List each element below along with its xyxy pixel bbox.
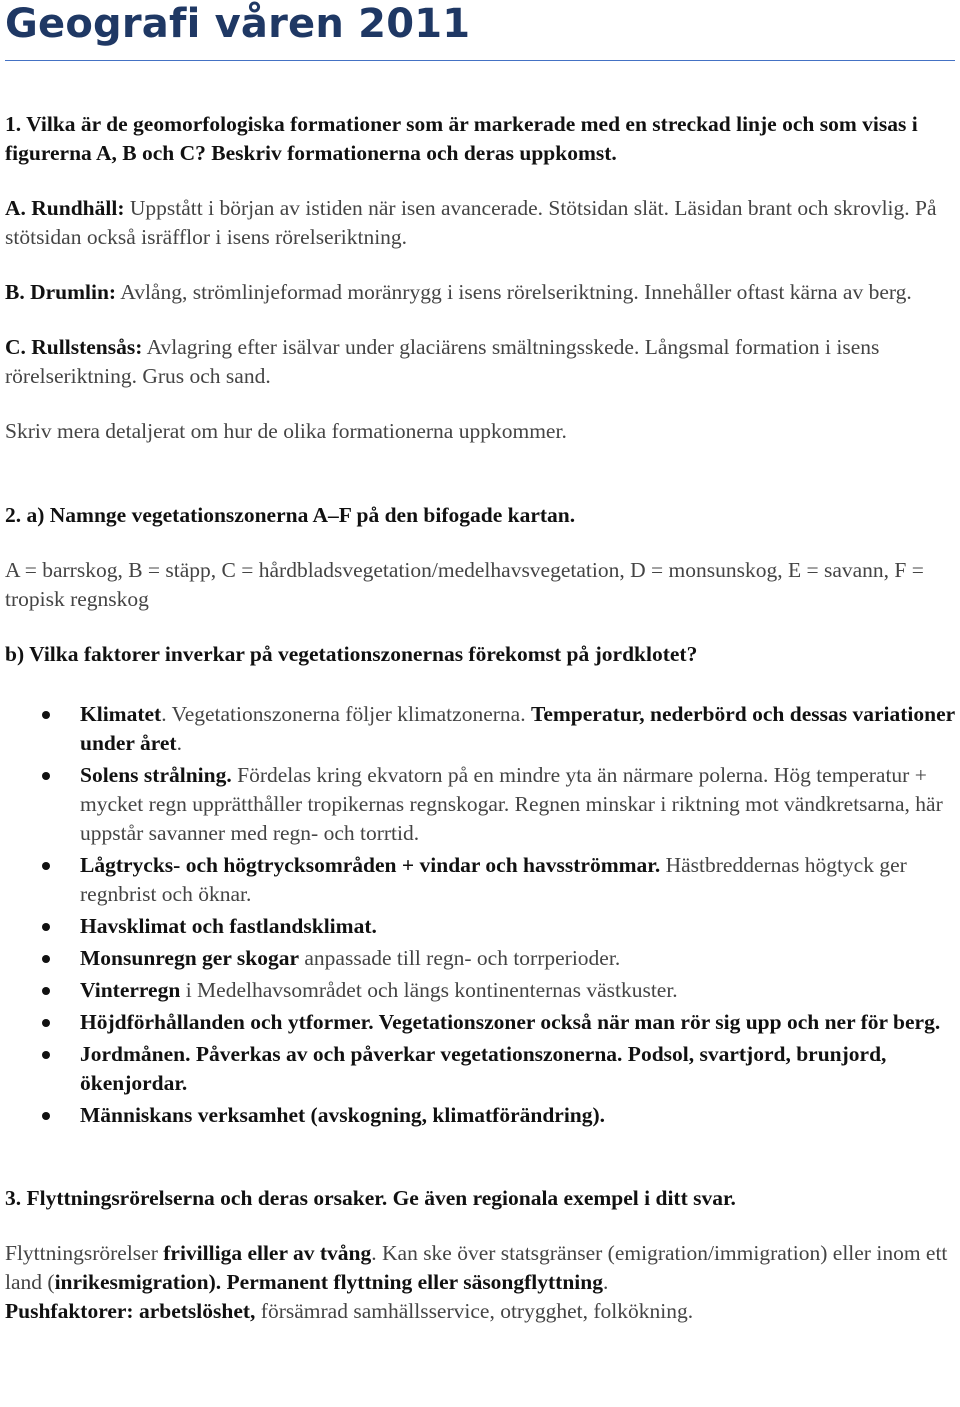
text-a: Uppstått i början av istiden när isen avancerade. Stötsidan slät. Läsidan brant och skrovlig. På stötsidan också isräfflor i isens rörelseriktning. [5, 196, 937, 249]
document-page [5, 0, 955, 1326]
factor-bold: Havsklimat och fastlandsklimat. [80, 914, 377, 938]
factor-bold: Lågtrycks- och högtrycksområden + vindar och havsströmmar. [80, 853, 661, 877]
bold-text: inrikesmigration). Permanent flyttning eller säsongflyttning [54, 1270, 603, 1294]
question-2a-heading: 2. a) Namnge vegetationszonerna A–F på den bifogade kartan. [5, 503, 576, 527]
term-b: B. Drumlin: [5, 280, 117, 304]
factor-bold: Människans verksamhet (avskogning, klimatförändring). [80, 1103, 606, 1127]
text-c: Avlagring efter isälvar under glaciärens smältningsskede. Långsmal formation i isens rörelseriktning. Grus och sand. [5, 335, 880, 388]
list-item [5, 944, 955, 973]
bold-text: Pushfaktorer: arbetslöshet, [5, 1299, 256, 1323]
bullet-icon [42, 1019, 50, 1027]
text: . Kan ske över statsgränser (emigration/immigration) eller inom ett land ( [5, 1241, 948, 1294]
factor-text: . Vegetationszonerna följer klimatzonerna. [161, 702, 531, 726]
factor-text: anpassade till regn- och torrperioder. [299, 946, 621, 970]
bullet-icon [42, 987, 50, 995]
factor-bold: Höjdförhållanden och ytformer. Vegetationszoner också när man rör sig upp och ner för berg. [80, 1010, 941, 1034]
answer-b-drumlin [5, 278, 955, 307]
question-2b-heading: b) Vilka faktorer inverkar på vegetationszonernas förekomst på jordklotet? [5, 642, 698, 666]
factor-bold: Klimatet [80, 702, 162, 726]
list-item [5, 1040, 955, 1098]
list-item [5, 851, 955, 909]
question-1-heading: 1. Vilka är de geomorfologiska formationer som är markerade med en streckad linje och som visas i figurerna A, B och C? Beskriv formationerna och deras uppkomst. [5, 112, 918, 165]
term-c: C. Rullstensås: [5, 335, 143, 359]
answer-2a: A = barrskog, B = stäpp, C = hårdbladsvegetation/medelhavsvegetation, D = monsunskog, E = savann, F = tropisk regnskog [5, 558, 924, 611]
list-item [5, 1101, 955, 1130]
page-title: Geografi våren 2011 [5, 1, 471, 47]
factor-text: i Medelhavsområdet och längs kontinenternas västkuster. [180, 978, 678, 1002]
question-3-heading: 3. Flyttningsrörelserna och deras orsaker. Ge även regionala exempel i ditt svar. [5, 1186, 736, 1210]
bullet-icon [42, 711, 50, 719]
factor-text: Fördelas kring ekvatorn på en mindre yta än närmare polerna. Hög temperatur + mycket regn upprätthåller tropikernas regnskogar. Regnen minskar i riktning mot vändkretsarna, här uppstår savanner med regn- och torrtid. [80, 763, 943, 845]
q1-note: Skriv mera detaljerat om hur de olika formationerna uppkommer. [5, 419, 567, 443]
factor-list [5, 700, 955, 1130]
text: försämrad samhällsservice, otrygghet, folkökning. [255, 1299, 694, 1323]
list-item [5, 1008, 955, 1037]
text: Flyttningsrörelser [5, 1241, 164, 1265]
answer-3-paragraph-1 [5, 1239, 955, 1297]
bold-text: frivilliga eller av tvång [163, 1241, 372, 1265]
list-item [5, 700, 955, 758]
bullet-icon [42, 772, 50, 780]
list-item [5, 976, 955, 1005]
factor-text: Hästbreddernas högtyck ger regnbrist och öknar. [80, 853, 907, 906]
bullet-icon [42, 955, 50, 963]
bullet-icon [42, 862, 50, 870]
bullet-icon [42, 923, 50, 931]
factor-text-2: . [176, 731, 182, 755]
factor-bold: Solens strålning. [80, 763, 232, 787]
term-a: A. Rundhäll: [5, 196, 125, 220]
text-b: Avlång, strömlinjeformad moränrygg i isens rörelseriktning. Innehåller oftast kärna av berg. [116, 280, 912, 304]
factor-bold: Vinterregn [80, 978, 181, 1002]
text: . [602, 1270, 609, 1294]
answer-3-paragraph-2 [5, 1297, 955, 1326]
bullet-icon [42, 1051, 50, 1059]
answer-c-rullstensas [5, 333, 955, 391]
list-item [5, 761, 955, 848]
factor-bold-2: Temperatur, nederbörd och dessas variationer under året [80, 702, 955, 755]
factor-bold: Monsunregn ger skogar [80, 946, 299, 970]
list-item [5, 912, 955, 941]
factor-bold: Jordmånen. Påverkas av och påverkar vegetationszonerna. Podsol, svartjord, brunjord, ökenjordar. [80, 1042, 887, 1095]
answer-a-rundhall [5, 194, 955, 252]
bullet-icon [42, 1112, 50, 1120]
